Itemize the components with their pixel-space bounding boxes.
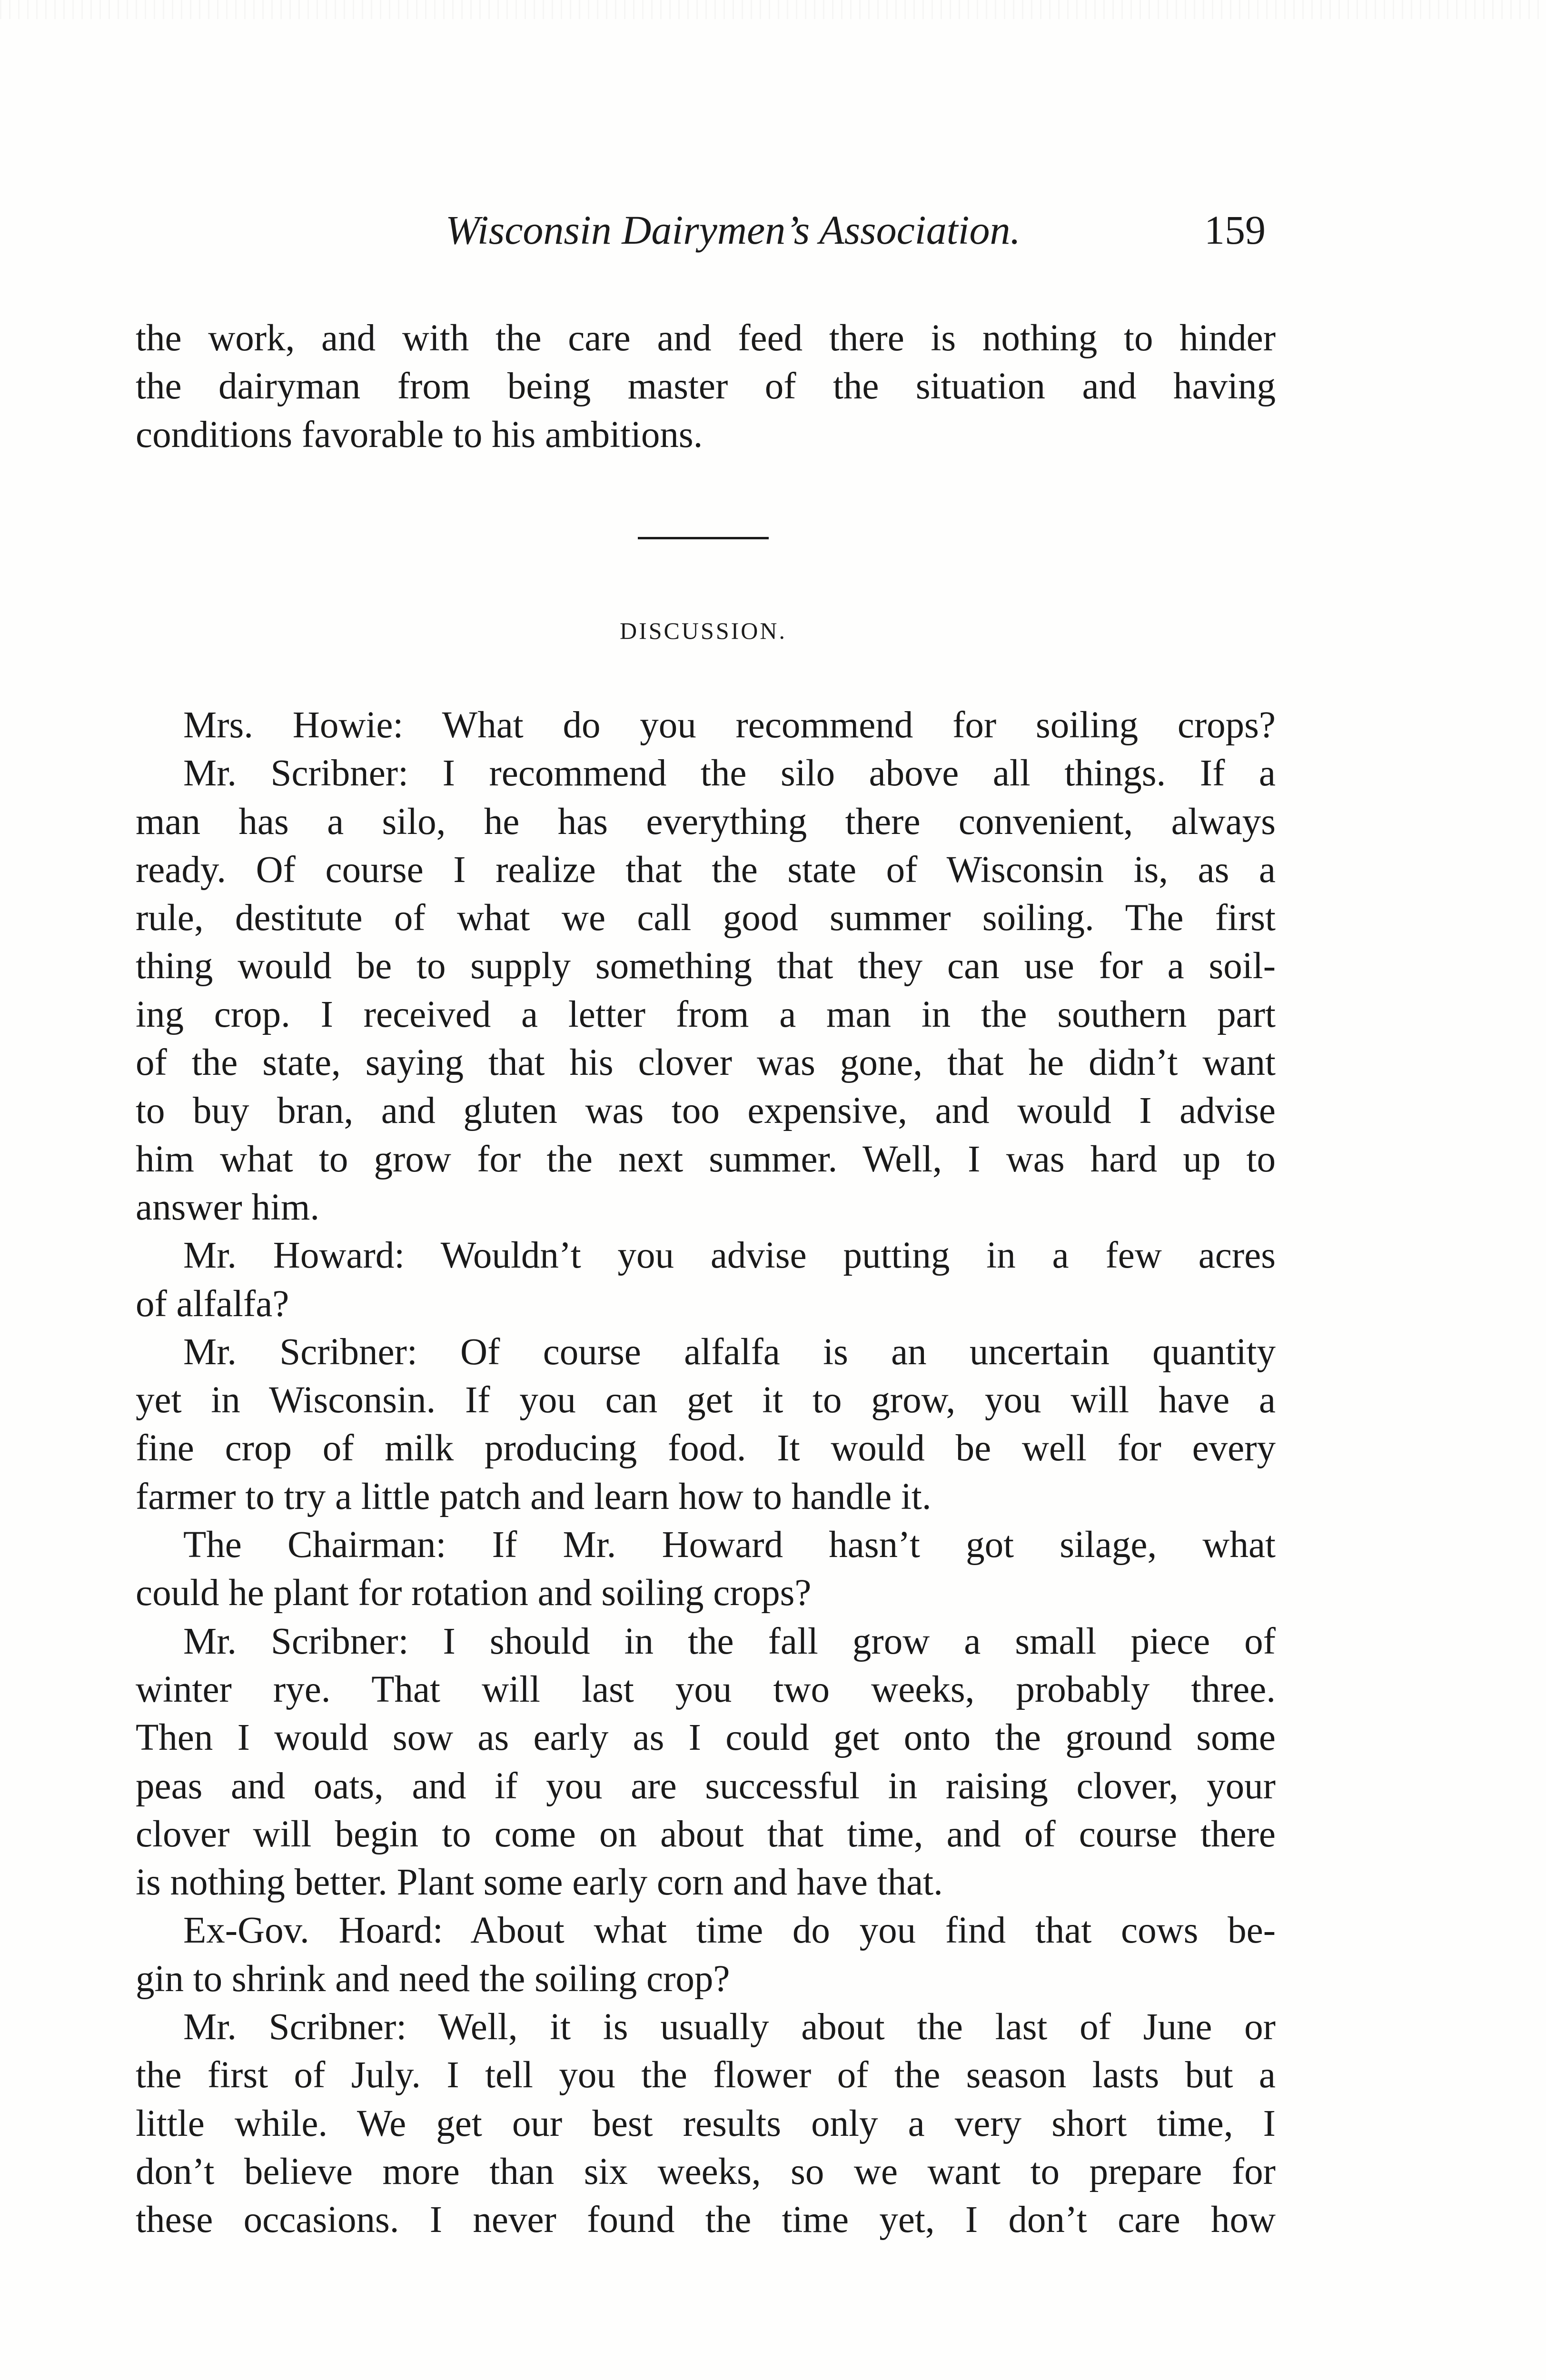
text-line: ready. Of course I realize that the state of Wisconsin is, as a: [136, 849, 1276, 891]
text-line: is nothing better. Plant some early corn and have that.: [136, 1862, 943, 1904]
text-line: little while. We get our best results only a very short time, I: [136, 2102, 1276, 2144]
text-line: to buy bran, and gluten was too expensive, and would I advise: [136, 1090, 1276, 1132]
text-line: fine crop of milk producing food. It would be well for every: [136, 1428, 1276, 1469]
text-line: thing would be to supply something that they can use for a soil-: [136, 945, 1276, 987]
text-line: the work, and with the care and feed there is nothing to hinder: [136, 317, 1276, 359]
text-line: could he plant for rotation and soiling crops?: [136, 1572, 812, 1614]
text-line: Then I would sow as early as I could get onto the ground some: [136, 1717, 1276, 1759]
text-line: yet in Wisconsin. If you can get it to grow, you will have a: [136, 1379, 1276, 1421]
text-line: Mr. Scribner: Of course alfalfa is an uncertain quantity: [183, 1331, 1276, 1373]
text-line: rule, destitute of what we call good summer soiling. The first: [136, 897, 1276, 939]
text-line: gin to shrink and need the soiling crop?: [136, 1958, 730, 2000]
text-line: Mr. Scribner: Well, it is usually about the last of June or: [183, 2006, 1276, 2048]
section-heading: DISCUSSION.: [619, 617, 787, 644]
text-line: him what to grow for the next summer. Well, I was hard up to: [136, 1138, 1276, 1180]
text-line: Mr. Scribner: I recommend the silo above all things. If a: [183, 753, 1276, 794]
text-line: Mr. Howard: Wouldn’t you advise putting in a few acres: [183, 1235, 1276, 1277]
text-line: of the state, saying that his clover was gone, that he didn’t want: [136, 1042, 1276, 1084]
text-line: ing crop. I received a letter from a man in the southern part: [136, 993, 1276, 1035]
page-number: 159: [1204, 207, 1266, 253]
text-line: the first of July. I tell you the flower of the season lasts but a: [136, 2054, 1276, 2096]
text-line: man has a silo, he has everything there convenient, always: [136, 801, 1276, 843]
text-line: answer him.: [136, 1186, 320, 1228]
text-line: winter rye. That will last you two weeks, probably three.: [136, 1668, 1276, 1710]
running-title: Wisconsin Dairymen’s Association.: [446, 207, 1021, 253]
text-line: Ex-Gov. Hoard: About what time do you find that cows be-: [183, 1910, 1276, 1952]
text-line: farmer to try a little patch and learn how to handle it.: [136, 1476, 932, 1517]
text-line: don’t believe more than six weeks, so we want to prepare for: [136, 2151, 1276, 2192]
text-line: Mrs. Howie: What do you recommend for soiling crops?: [183, 704, 1276, 746]
text-line: the dairyman from being master of the situation and having: [136, 366, 1276, 407]
section-divider: [638, 537, 769, 539]
text-line: clover will begin to come on about that time, and of course there: [136, 1813, 1276, 1855]
text-line: of alfalfa?: [136, 1283, 289, 1325]
text-line: peas and oats, and if you are successful in raising clover, your: [136, 1765, 1276, 1807]
intro-paragraph: [136, 314, 1276, 459]
text-line: Mr. Scribner: I should in the fall grow a small piece of: [183, 1620, 1276, 1662]
text-line: these occasions. I never found the time yet, I don’t care how: [136, 2199, 1276, 2241]
text-line: conditions favorable to his ambitions.: [136, 414, 703, 456]
discussion-text: [136, 701, 1276, 2244]
text-line: The Chairman: If Mr. Howard hasn’t got silage, what: [183, 1524, 1276, 1566]
